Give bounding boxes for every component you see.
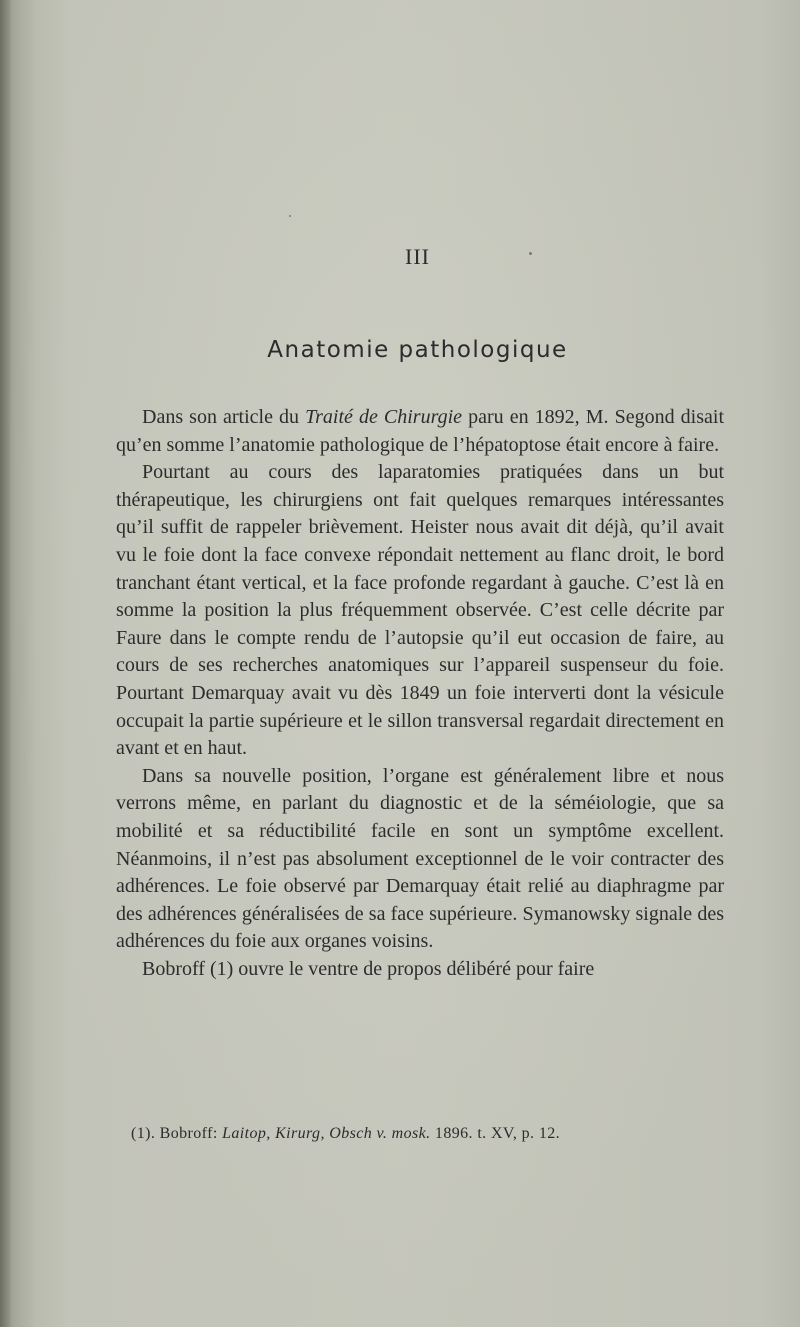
body-text [116,404,724,983]
italic-title: Traité de Chirurgie [305,406,463,428]
footnote: (1). Bobroff: Laitop, Kirurg, Obsch v. mosk. 1896. t. XV, p. 12. [131,1125,561,1142]
binding-edge [0,0,10,1327]
footnote-citation: Laitop, Kirurg, Obsch v. mosk. [222,1125,431,1142]
chapter-title: Anatomie pathologique [267,337,568,363]
paragraph-3: Dans sa nouvelle position, l’organe est généralement libre et nous verrons même, en parlant du diagnostic et de la séméiologie, que sa mobilité et sa réductibilité facile en sont un symptôme excellent. Néanmoins, il n’est pas absolument exceptionnel de le voir contracter des adhérences. Le foie observé par Demarquay était relié au diaphragme par des adhérences généralisées de sa face supérieure. Symanowsky signale des adhérences du foie aux organes voisins. [116,764,724,953]
paragraph-2: Pourtant au cours des laparatomies pratiquées dans un but thérapeutique, les chirurgiens ont fait quelques remarques intéressantes qu’il suffit de rappeler brièvement. Heister nous avait dit déjà, qu’il avait vu le foie dont la face convexe répondait nettement au flanc droit, le bord tranchant étant vertical, et la face profonde regardant à gauche. C’est là en somme la position la plus fréquemment observée. C’est celle décrite par Faure dans le compte rendu de l’autopsie qu’il eut occasion de faire, au cours de ses recherches anatomiques sur l’appareil suspenseur du foie. Pourtant Demarquay avait vu dès 1849 un foie interverti dont la vésicule occupait la partie supérieure et le sillon transversal regardait directement en avant et en haut. [116,461,724,760]
ink-speck [289,215,291,217]
paragraph-4: Bobroff (1) ouvre le ventre de propos délibéré pour faire [142,957,595,980]
paragraph-1: Dans son article du Traité de Chirurgie paru en 1892, M. Segond disait qu’en somme l’anatomie pathologique de l’hépatoptose était encore à faire. [116,406,724,456]
chapter-number: III [405,244,430,269]
